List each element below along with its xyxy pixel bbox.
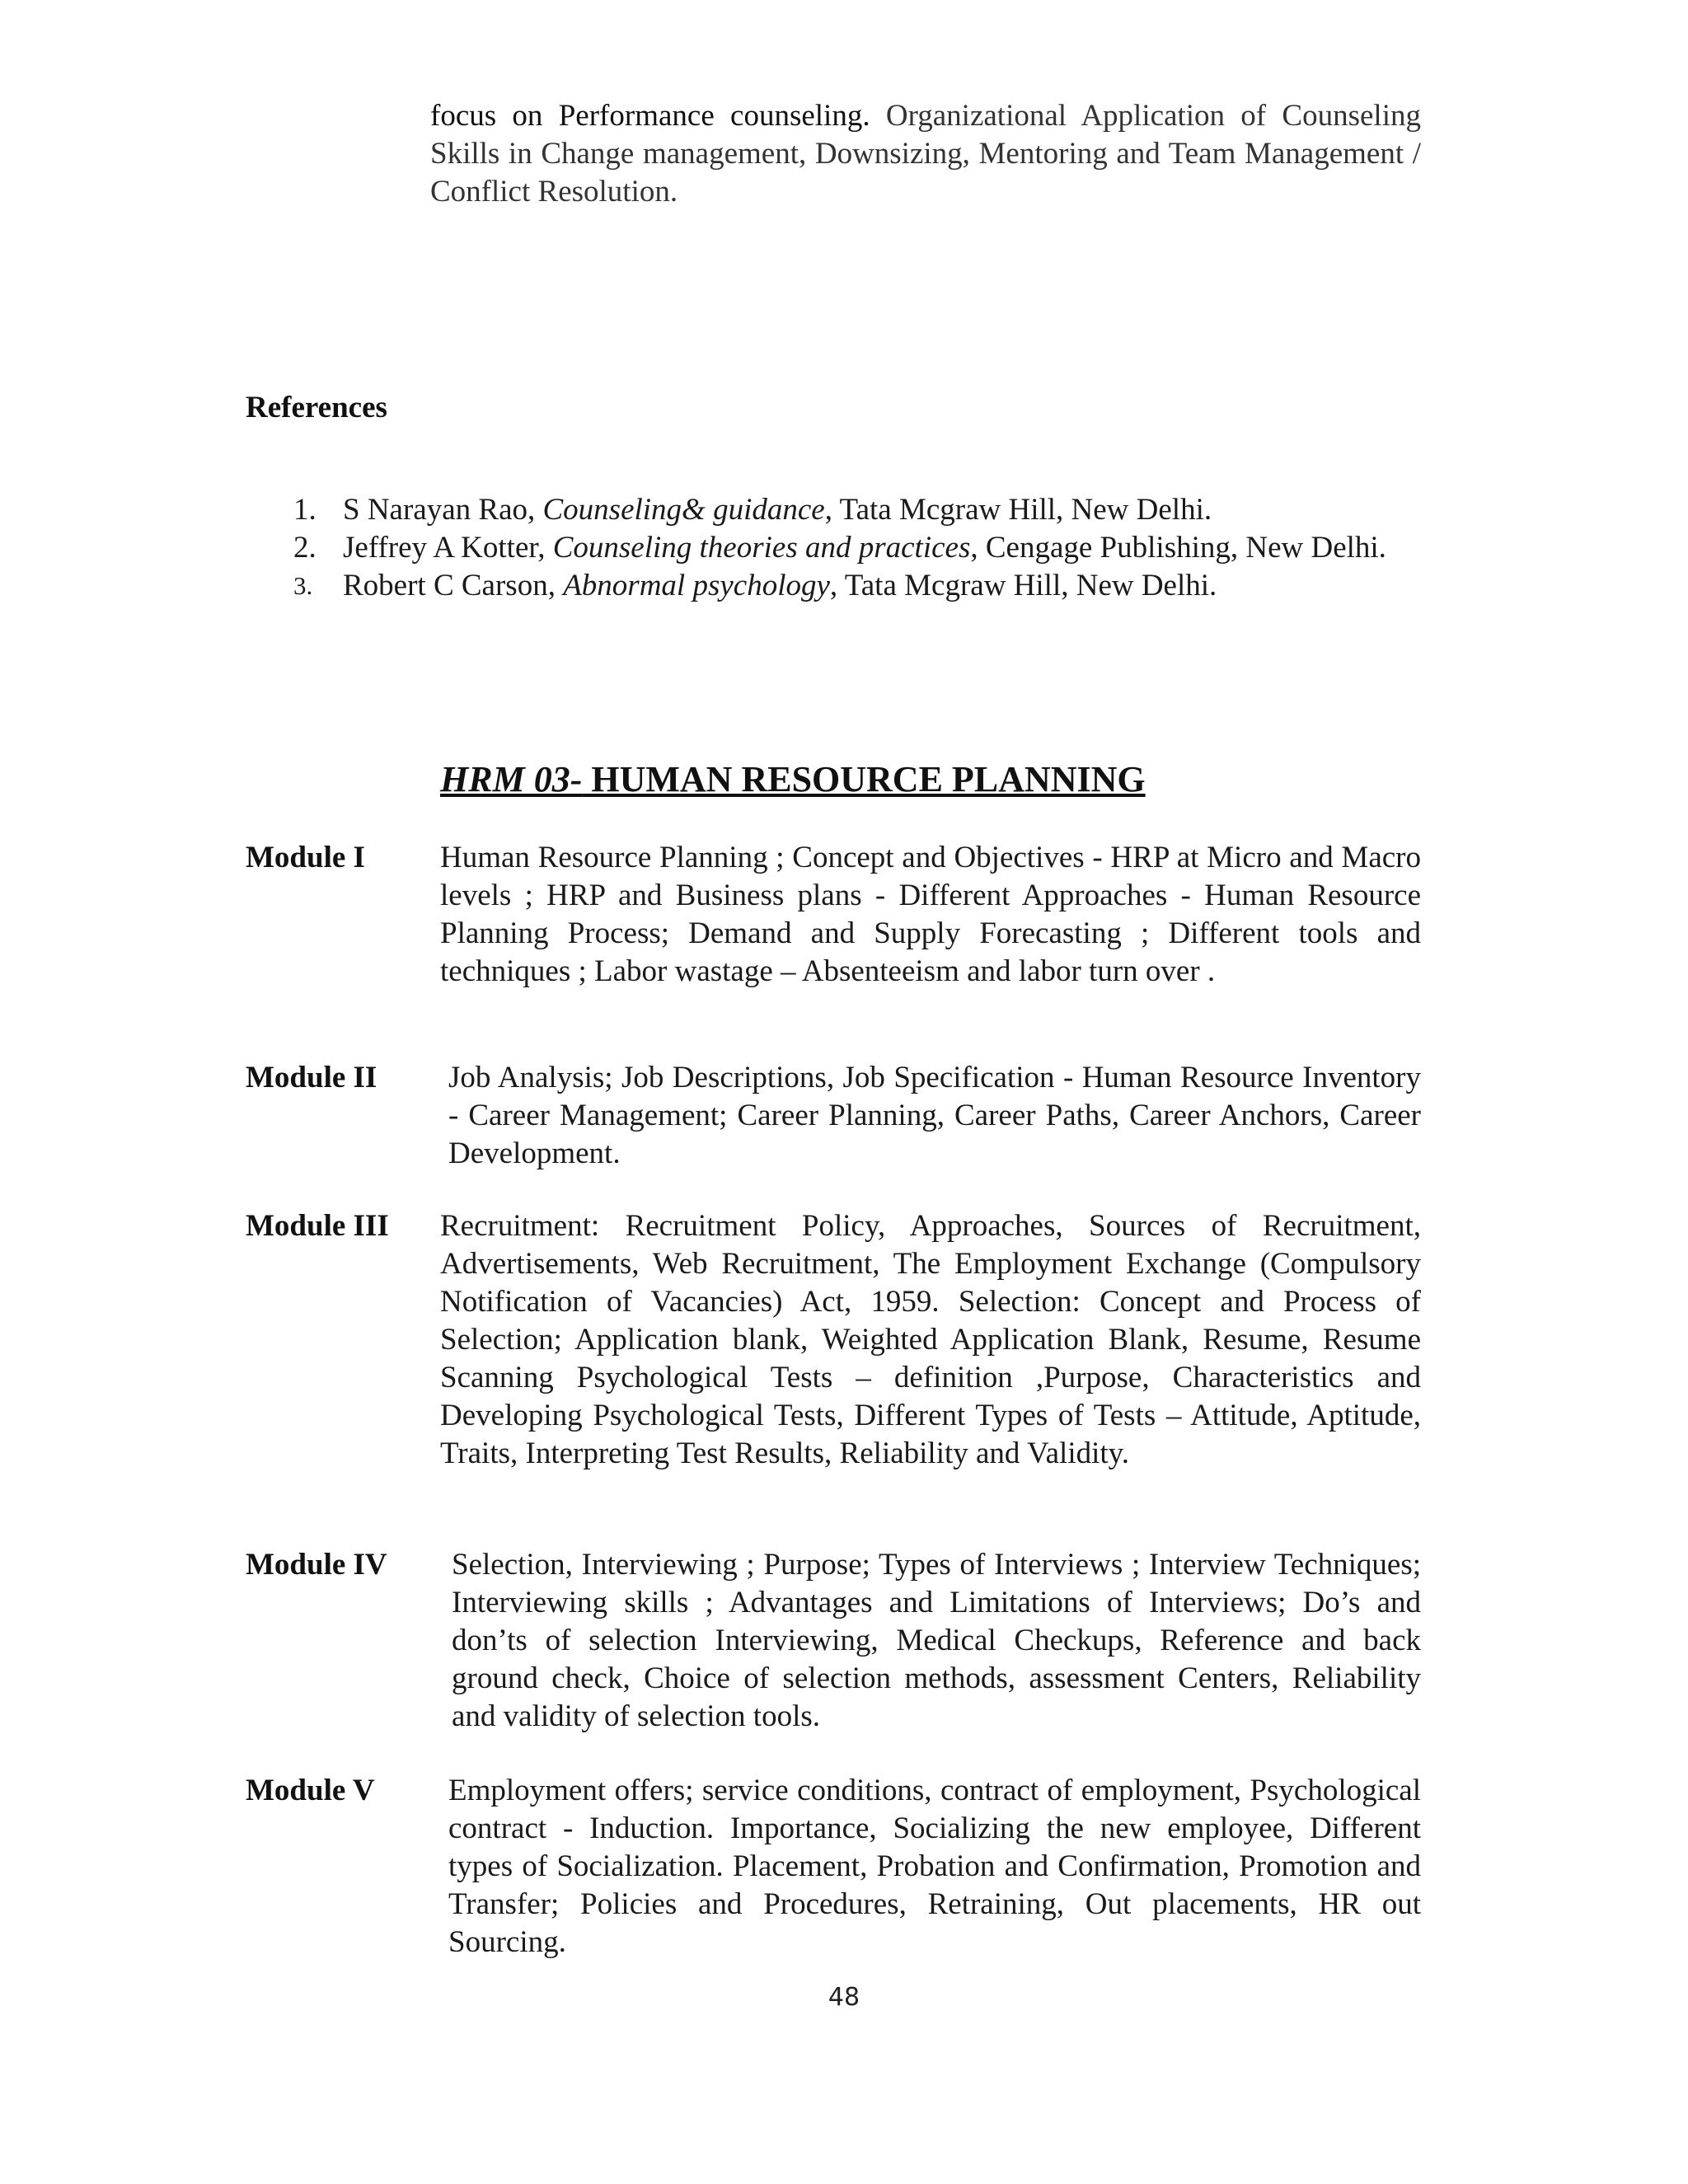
module-label: Module III bbox=[246, 1209, 389, 1243]
reference-author: Jeffrey A Kotter, bbox=[343, 531, 553, 565]
reference-author: Robert C Carson, bbox=[343, 569, 564, 602]
module-text: Selection, Interviewing ; Purpose; Types of Interviews ; Interview Techniques; Interviewing skills ; Advantages and Limitations of Interviews; Do’s and don’ts of selection Interviewing, Medical Checkups, Reference and back ground check, Choice of selection methods, assessment Centers, Reliability and validity of selection tools. bbox=[452, 1548, 1421, 1733]
module-4 bbox=[246, 1546, 1421, 1736]
page-number: 48 bbox=[828, 1983, 860, 2012]
reference-item bbox=[288, 529, 1421, 567]
reference-item bbox=[288, 567, 1421, 605]
module-label: Module II bbox=[246, 1061, 377, 1094]
reference-author: S Narayan Rao, bbox=[343, 493, 543, 527]
reference-publisher: , Cengage Publishing, New Delhi. bbox=[970, 531, 1386, 565]
reference-number: 2. bbox=[293, 531, 316, 565]
module-text: Employment offers; service conditions, contract of employment, Psychological contract - Induction. Importance, Socializing the new employee, Different types of Socialization. Placement, Probation and Confirmation, Promotion and Transfer; Policies and Procedures, Retraining, Out placements, HR out Sourcing. bbox=[448, 1774, 1421, 1959]
course-code: HRM 03- bbox=[440, 759, 583, 799]
reference-title: Counseling theories and practices bbox=[552, 531, 971, 565]
reference-item bbox=[288, 491, 1421, 529]
reference-title: Counseling& guidance bbox=[542, 493, 825, 527]
intro-rest: Organizational Application of Counseling Skills in Change management, Downsizing, Mentoring and Team Management / Conflict Resolution. bbox=[430, 99, 1421, 209]
references-heading: References bbox=[246, 391, 387, 424]
section-title bbox=[440, 758, 1146, 800]
module-2 bbox=[246, 1059, 1421, 1173]
module-5 bbox=[246, 1772, 1421, 1961]
module-label: Module V bbox=[246, 1774, 375, 1807]
module-3 bbox=[246, 1207, 1421, 1473]
reference-publisher: , Tata Mcgraw Hill, New Delhi. bbox=[824, 493, 1212, 527]
reference-title: Abnormal psychology bbox=[563, 569, 830, 602]
module-label: Module IV bbox=[246, 1548, 387, 1582]
reference-publisher: , Tata Mcgraw Hill, New Delhi. bbox=[829, 569, 1217, 602]
module-1 bbox=[246, 839, 1421, 991]
intro-lead: focus on Performance counseling. bbox=[430, 99, 870, 133]
reference-number: 1. bbox=[293, 493, 316, 527]
module-label: Module I bbox=[246, 841, 365, 874]
module-text: Human Resource Planning ; Concept and Objectives - HRP at Micro and Macro levels ; HRP and Business plans - Different Approaches - Human Resource Planning Process; Demand and Supply Forecasting ; Different tools and techniques ; Labor wastage – Absenteeism and labor turn over . bbox=[440, 841, 1421, 988]
intro-paragraph bbox=[430, 97, 1421, 211]
module-text: Job Analysis; Job Descriptions, Job Specification - Human Resource Inventory - Career Management; Career Planning, Career Paths, Career Anchors, Career Development. bbox=[448, 1061, 1421, 1170]
reference-number: 3. bbox=[293, 571, 313, 600]
references-list bbox=[288, 491, 1421, 605]
module-text: Recruitment: Recruitment Policy, Approaches, Sources of Recruitment, Advertisements, Web Recruitment, The Employment Exchange (Compulsory Notification of Vacancies) Act, 1959. Selection: Concept and Process of Selection; Application blank, Weighted Application Blank, Resume, Resume Scanning Psychological Tests – definition ,Purpose, Characteristics and Developing Psychological Tests, Different Types of Tests – Attitude, Aptitude, Traits, Interpreting Test Results, Reliability and Validity. bbox=[440, 1209, 1421, 1470]
course-title: HUMAN RESOURCE PLANNING bbox=[582, 759, 1146, 799]
